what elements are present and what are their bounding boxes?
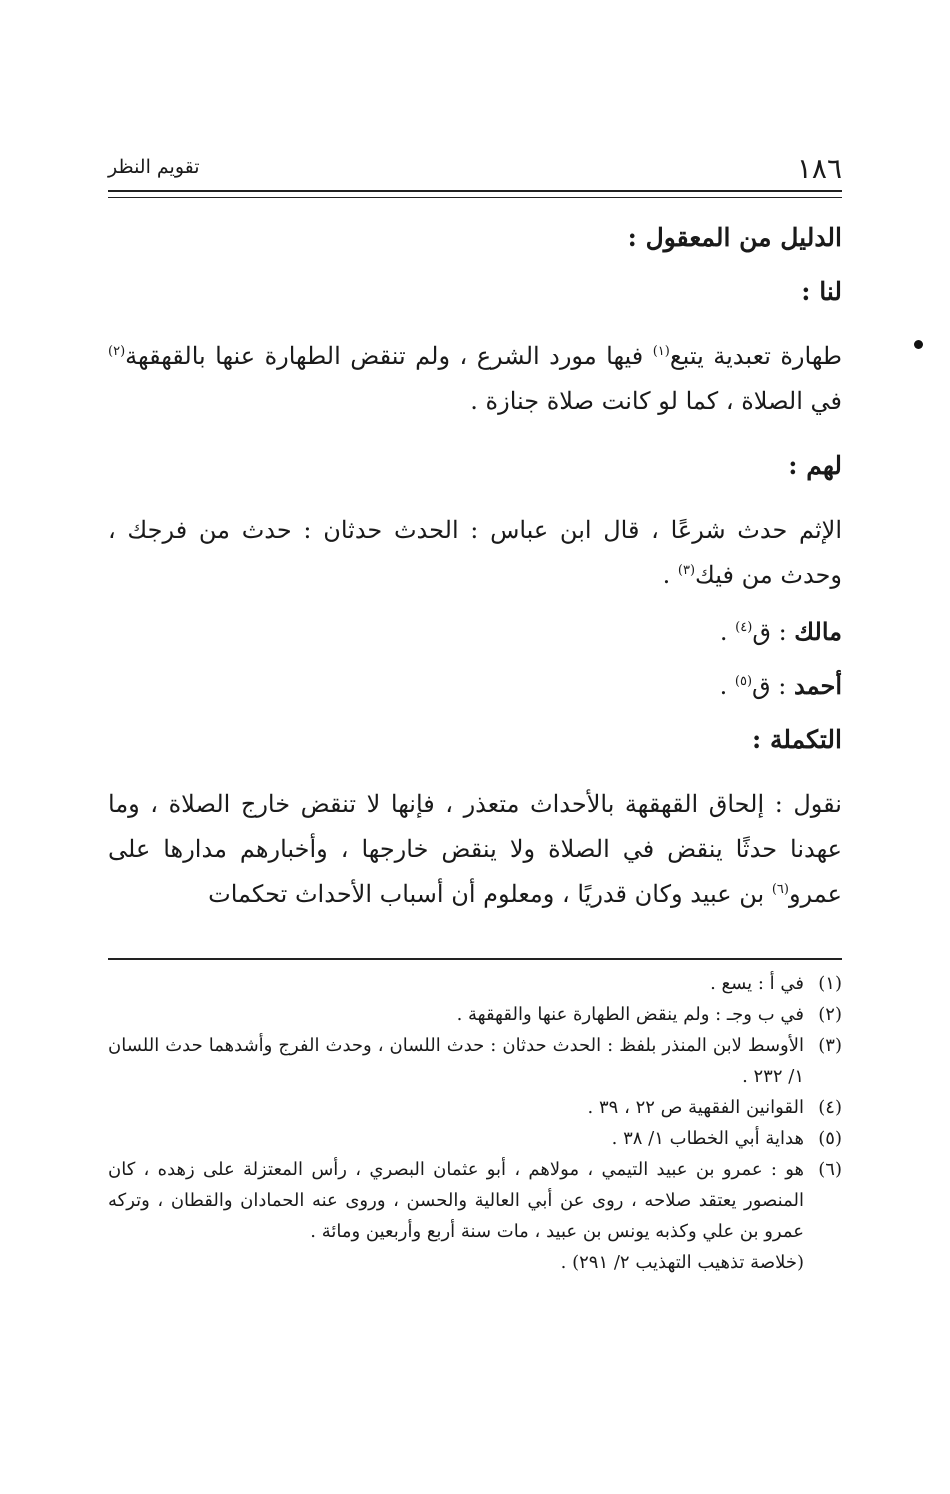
header-rule bbox=[108, 190, 842, 198]
footnote-number: (٢) bbox=[818, 1004, 842, 1025]
footnote-text: هداية أبي الخطاب ١/ ٣٨ . bbox=[611, 1128, 804, 1149]
lahum-label: لهم : bbox=[788, 451, 842, 480]
malik-line bbox=[108, 612, 842, 652]
footnote-ref-3: (٣) bbox=[677, 563, 696, 578]
footnote-number: (١) bbox=[818, 973, 842, 994]
lana-label: لنا : bbox=[801, 277, 842, 306]
footnote-rule bbox=[108, 958, 842, 960]
footnote-4 bbox=[108, 1092, 842, 1123]
lahum-text-2: . bbox=[662, 561, 678, 589]
footnote-5 bbox=[108, 1123, 842, 1154]
ahmad-line bbox=[108, 666, 842, 706]
footnote-text: في ب وجـ : ولم ينقض الطهارة عنها والقهقهة . bbox=[456, 1004, 804, 1025]
section-heading: الدليل من المعقول : bbox=[627, 223, 842, 252]
footnote-number: (٤) bbox=[818, 1097, 842, 1118]
ahmad-text: : ق bbox=[752, 672, 795, 700]
running-title: تقويم النظر bbox=[108, 156, 200, 178]
malik-label: مالك bbox=[794, 617, 842, 646]
lana-text-3: في الصلاة ، كما لو كانت صلاة جنازة . bbox=[470, 387, 842, 415]
footnote-text: الأوسط لابن المنذر بلفظ : الحدث حدثان : حدث اللسان ، وحدث الفرج وأشدهما حدث اللسان ١/ ٢٣٢ . bbox=[108, 1035, 804, 1087]
footnote-text: القوانين الفقهية ص ٢٢ ، ٣٩ . bbox=[587, 1097, 804, 1118]
takmila-label: التكملة : bbox=[752, 725, 842, 754]
footnote-ref-2: (٢) bbox=[108, 344, 126, 359]
lahum-paragraph bbox=[108, 508, 842, 598]
footnote-text: في أ : يسع . bbox=[710, 973, 804, 994]
footnote-number: (٥) bbox=[818, 1128, 842, 1149]
main-text bbox=[108, 218, 842, 917]
lahum-text-1: الإثم حدث شرعًا ، قال ابن عباس : الحدث حدثان : حدث من فرجك ، وحدث من فيك bbox=[108, 516, 842, 589]
footnote-ref-4: (٤) bbox=[735, 620, 753, 635]
footnote-text: هو : عمرو بن عبيد التيمي ، مولاهم ، أبو عثمان البصري ، رأس المعتزلة على زهده ، كان المنصور يعتقد صلاحه ، روى عن أبي العالية والحسن ، وروى عنه الحمادان والقطان ، وتركه عمرو بن علي وكذبه يونس بن عبيد ، مات سنة أربع وأربعين ومائة . bbox=[108, 1159, 804, 1242]
footnote-ref-5: (٥) bbox=[734, 674, 753, 689]
footnote-ref-1: (١) bbox=[652, 344, 670, 359]
takmila-paragraph bbox=[108, 782, 842, 917]
malik-end: . bbox=[719, 618, 736, 646]
footnote-2 bbox=[108, 999, 842, 1030]
footnote-number: (٣) bbox=[818, 1035, 842, 1056]
margin-dot bbox=[914, 340, 923, 349]
lana-text-1: طهارة تعبدية يتبع bbox=[669, 342, 842, 370]
footnote-1 bbox=[108, 968, 842, 999]
footnote-source: (خلاصة تذهيب التهذيب ٢/ ٢٩١) . bbox=[560, 1252, 804, 1273]
malik-text: : ق bbox=[752, 618, 795, 646]
footnotes bbox=[108, 968, 842, 1278]
page-number: ١٨٦ bbox=[796, 152, 842, 185]
footnote-3 bbox=[108, 1030, 842, 1092]
takmila-text-2: بن عبيد وكان قدريًا ، ومعلوم أن أسباب الأحداث تحكمات bbox=[208, 880, 772, 908]
footnote-number: (٦) bbox=[818, 1159, 842, 1180]
lana-text-2: فيها مورد الشرع ، ولم تنقض الطهارة عنها بالقهقهة bbox=[125, 342, 653, 370]
ahmad-end: . bbox=[719, 672, 735, 700]
footnote-6 bbox=[108, 1154, 842, 1247]
takmila-text-1: نقول : إلحاق القهقهة بالأحداث متعذر ، فإنها لا تنقض خارج الصلاة ، وما عهدنا حدثًا ينقض في الصلاة ولا ينقض خارجها ، وأخبارهم مدارها على عمرو bbox=[108, 790, 842, 908]
ahmad-label: أحمد bbox=[794, 671, 842, 700]
footnote-ref-6: (٦) bbox=[771, 882, 789, 897]
running-head bbox=[108, 148, 842, 184]
lana-paragraph bbox=[108, 334, 842, 424]
